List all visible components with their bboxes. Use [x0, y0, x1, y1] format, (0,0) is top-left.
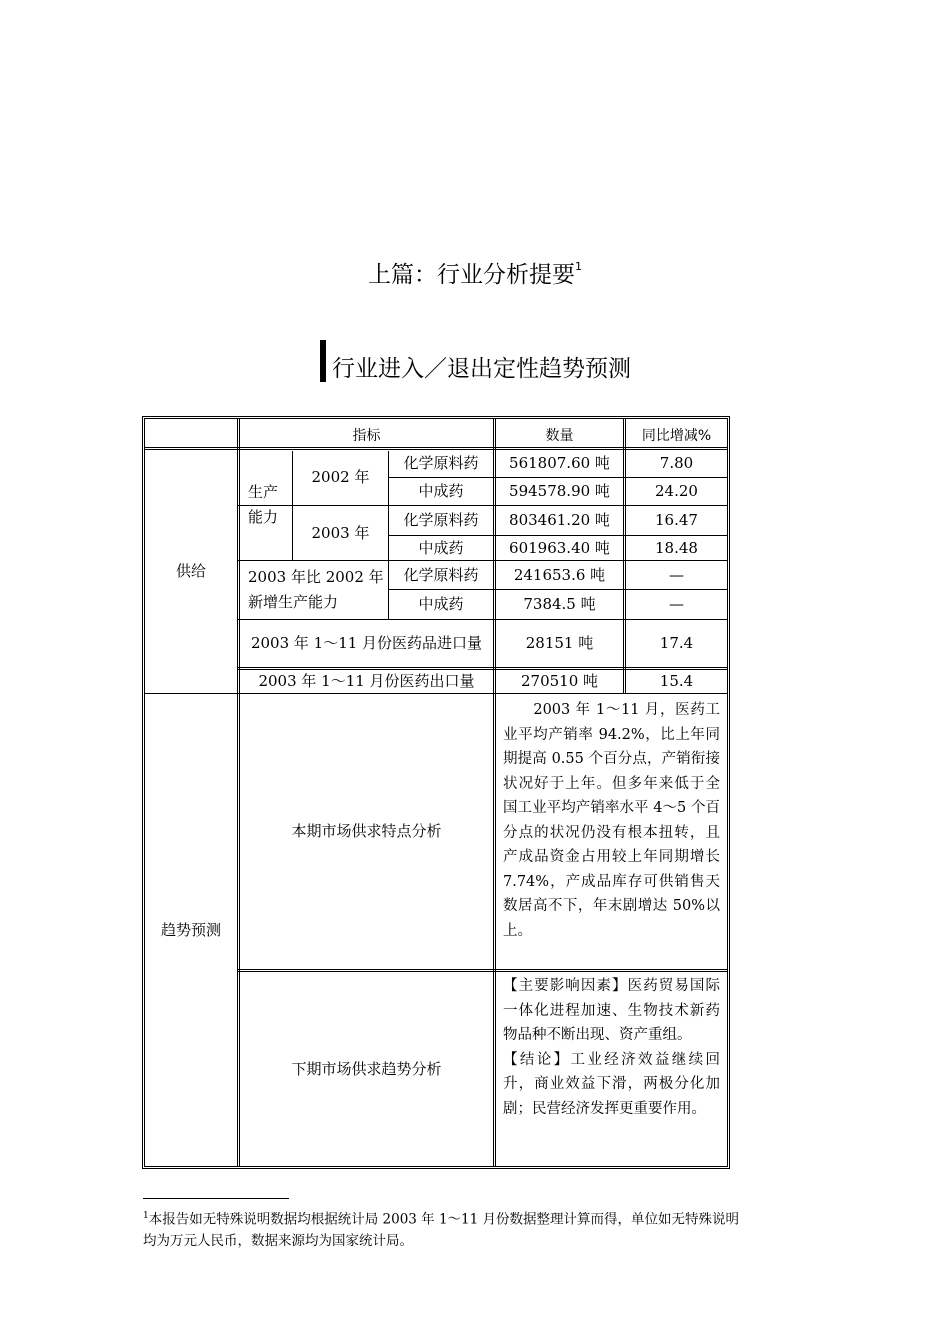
import-label: 2003 年 1～11 月份医药品进口量 — [250, 634, 483, 652]
header-change: 同比增减% — [641, 427, 712, 444]
export-quantity: 270510 吨 — [520, 672, 599, 690]
row-item: 中成药 — [418, 595, 464, 613]
section-marker-bar — [320, 340, 326, 382]
row-quantity: 241653.6 吨 — [513, 565, 606, 584]
conclusion-paragraph: 【结论】工业经济效益继续回升，商业效益下滑，两极分化加剧；民营经济发挥更重要作用。 — [503, 1051, 720, 1117]
footnote — [143, 1206, 743, 1252]
next-analysis-text — [503, 974, 720, 1121]
export-change: 15.4 — [659, 672, 694, 690]
footnote-divider — [143, 1198, 289, 1199]
export-label: 2003 年 1～11 月份医药出口量 — [258, 672, 475, 690]
header-quantity: 数量 — [545, 427, 574, 444]
section-title-text: 行业进入／退出定性趋势预测 — [332, 356, 631, 382]
year-2003-label: 2003 年 — [311, 523, 370, 542]
row-change: 24.20 — [655, 482, 698, 500]
row-item: 中成药 — [418, 482, 464, 500]
import-quantity: 28151 吨 — [525, 634, 594, 652]
supply-label: 供给 — [175, 562, 206, 580]
row-change: 16.47 — [655, 511, 698, 529]
row-change: — — [669, 565, 684, 584]
row-change: 18.48 — [655, 538, 698, 557]
row-quantity: 7384.5 吨 — [523, 595, 596, 613]
year-2002-label: 2002 年 — [311, 468, 370, 486]
current-analysis-text: 2003 年 1～11 月，医药工业平均产销率 94.2%，比上年同期提高 0.55 个百分点，产销衔接状况好于上年。但多年来低于全国工业平均产销率水平 4～5 个百分点的状况仍没有根本扭转，且产成品资金占用较上年同期增长 7.74%，产成品库存可供销售天数居高不下，年末剧增达 50%以上。 — [503, 702, 720, 939]
trend-label: 趋势预测 — [160, 920, 221, 939]
footnote-ref: 1 — [575, 260, 582, 273]
header-indicator: 指标 — [352, 427, 381, 444]
footnote-text: 本报告如无特殊说明数据均根据统计局 2003 年 1～11 月份数据整理计算而得，单位如无特殊说明均为万元人民币，数据来源均为国家统计局。 — [143, 1211, 740, 1249]
capacity-label: 生产 能力 — [248, 483, 279, 526]
factors-paragraph: 【主要影响因素】医药贸易国际一体化进程加速、生物技术新药物品种不断出现、资产重组。 — [503, 978, 720, 1043]
row-quantity: 594578.90 吨 — [509, 482, 610, 500]
current-analysis-label: 本期市场供求特点分析 — [291, 822, 442, 840]
row-item: 化学原料药 — [403, 565, 479, 584]
row-change: 7.80 — [659, 454, 694, 472]
new-capacity-label: 2003 年比 2002 年 新增生产能力 — [248, 568, 384, 611]
row-change: — — [669, 595, 684, 613]
row-quantity: 803461.20 吨 — [509, 511, 610, 529]
next-analysis-label: 下期市场供求趋势分析 — [291, 1059, 442, 1078]
row-quantity: 561807.60 吨 — [509, 454, 610, 472]
footnote-mark: 1 — [143, 1211, 149, 1221]
row-item: 化学原料药 — [403, 511, 479, 529]
import-change: 17.4 — [659, 634, 694, 652]
row-item: 化学原料药 — [403, 454, 479, 472]
forecast-table — [142, 416, 730, 1169]
row-item: 中成药 — [418, 538, 464, 557]
page-title: 上篇：行业分析提要$^1$ — [368, 260, 582, 288]
row-quantity: 601963.40 吨 — [509, 538, 610, 557]
section-title — [320, 340, 631, 382]
